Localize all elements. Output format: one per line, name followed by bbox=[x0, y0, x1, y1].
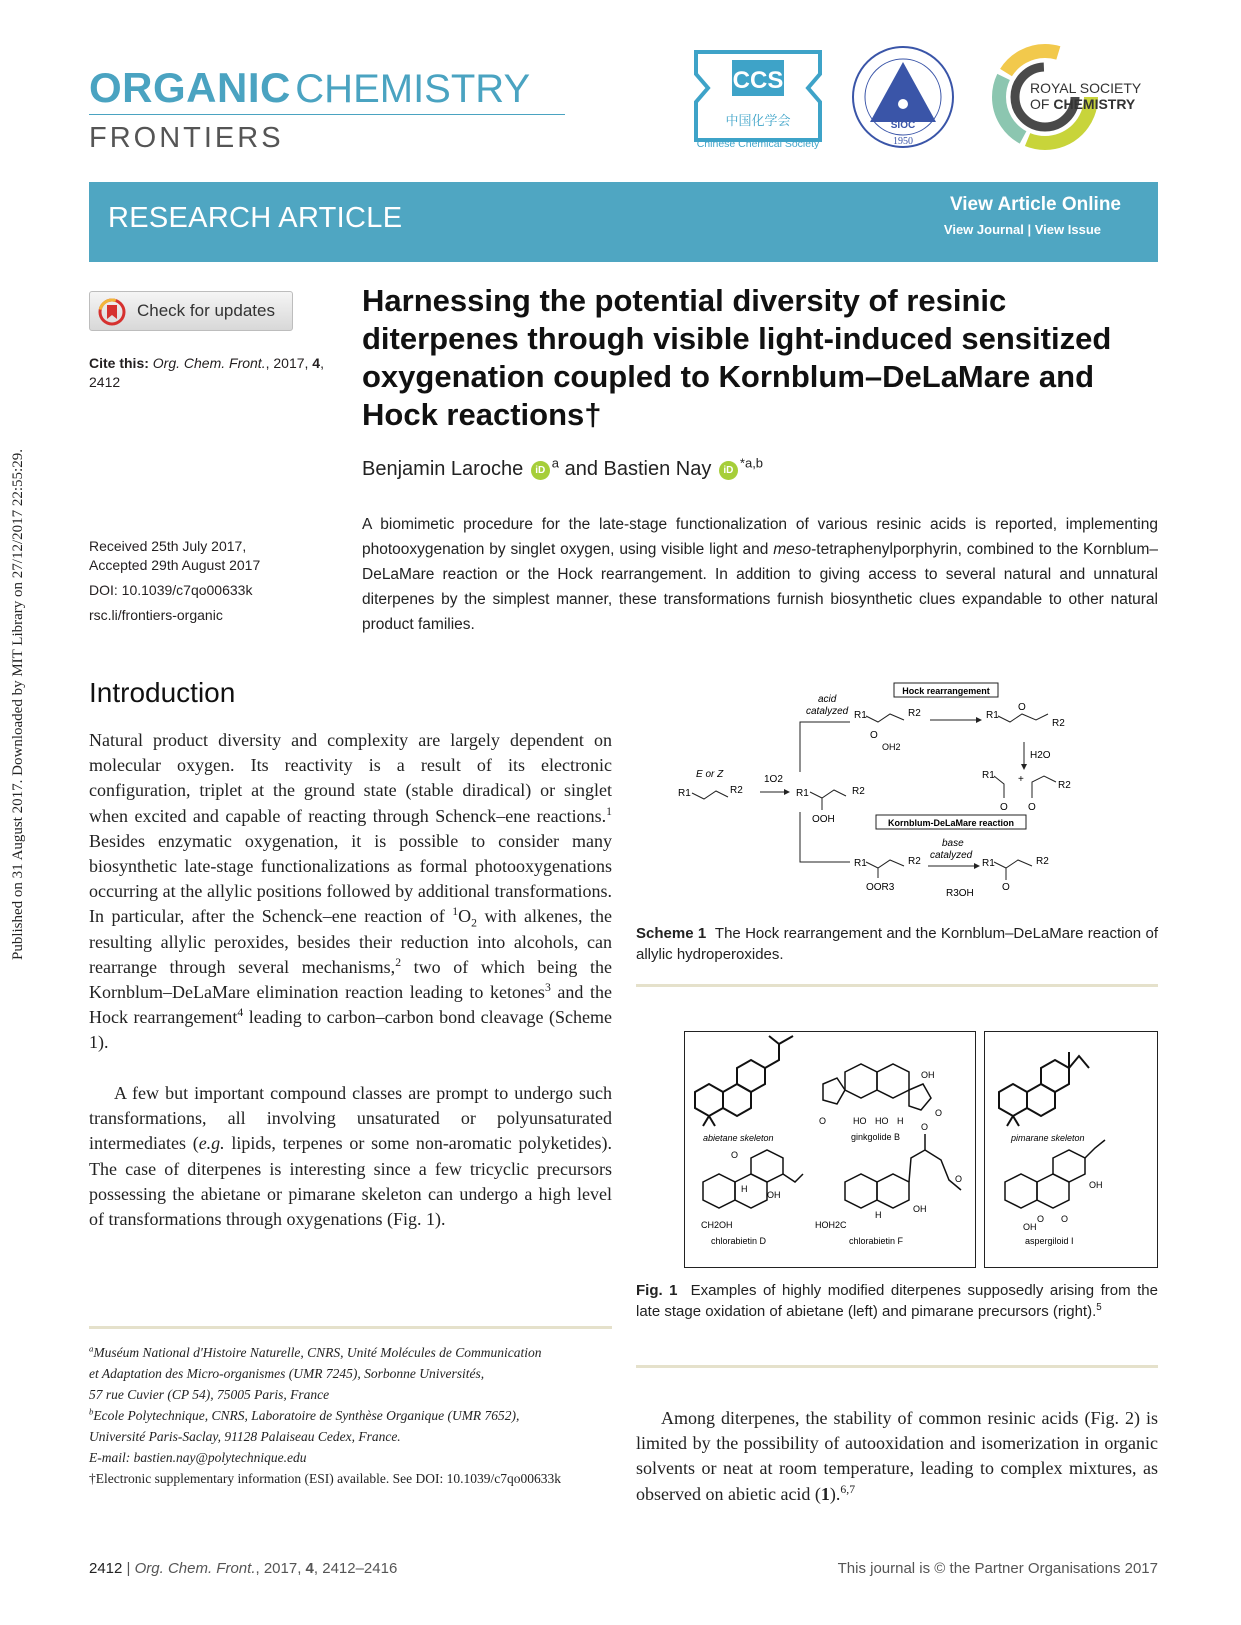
label-oh: OH bbox=[1023, 1222, 1037, 1232]
reference-link[interactable]: 2 bbox=[395, 955, 402, 969]
reference-link[interactable]: 5 bbox=[1096, 1302, 1102, 1313]
affiliation-a-line3 bbox=[89, 1384, 612, 1405]
footer-journal: Org. Chem. Front. bbox=[134, 1560, 256, 1577]
orcid-icon[interactable]: iD bbox=[719, 461, 738, 480]
accepted-date: Accepted 29th August 2017 bbox=[89, 557, 261, 573]
paragraph-text: and the Hock rearrangement bbox=[89, 982, 613, 1028]
scheme-text-r1: R1 bbox=[986, 710, 999, 721]
fig-1-abietane-graphic bbox=[685, 1032, 975, 1267]
scheme-text-r2: R2 bbox=[908, 856, 921, 867]
journal-name-organic: ORGANIC bbox=[89, 64, 291, 111]
fig-1-caption bbox=[636, 1280, 1158, 1322]
page-number: 2412 bbox=[89, 1560, 123, 1577]
body-paragraph-among bbox=[636, 1406, 1158, 1507]
footnote-line: 57 rue Cuvier (CP 54), 75005 Paris, France bbox=[89, 1387, 330, 1402]
caption-label: Scheme 1 bbox=[636, 925, 707, 942]
label-chlorabietin-d: chlorabietin D bbox=[711, 1236, 767, 1246]
section-heading-introduction: Introduction bbox=[89, 677, 236, 708]
label-ho: HO bbox=[875, 1116, 889, 1126]
paragraph-text: Natural product diversity and complexity are largely dependent on molecular oxygen. Its reactivity is a result of its electronic configuration, triplet at the ground state (stable diradical) or singlet when excited and capable of reacting through Schenck–ene reactions. bbox=[89, 730, 612, 826]
page-footer-right: This journal is © the Partner Organisations 2017 bbox=[837, 1560, 1158, 1577]
affiliation-b-line2 bbox=[89, 1426, 612, 1447]
paragraph-text: with alkenes, the resulting allylic peroxides, besides their reduction into alcohols, can rearrange through several mechanisms, bbox=[89, 906, 613, 977]
cite-journal: Org. Chem. Front. bbox=[152, 355, 266, 371]
article-doi[interactable]: DOI: 10.1039/c7qo00633k bbox=[89, 582, 253, 598]
scheme-text-catalyzed: catalyzed bbox=[930, 850, 973, 861]
author-laroche[interactable]: Benjamin Laroche bbox=[362, 458, 524, 480]
scheme-text-r1: R1 bbox=[982, 858, 995, 869]
reference-link[interactable]: 4 bbox=[237, 1006, 244, 1020]
scheme-text-ooh: OOH bbox=[812, 814, 835, 825]
label-abietane: abietane skeleton bbox=[703, 1133, 774, 1143]
journal-name-chemistry: CHEMISTRY bbox=[295, 67, 531, 111]
o2-symbol: O bbox=[458, 906, 472, 927]
paragraph-text: leading to carbon–carbon bond cleavage (Scheme 1). bbox=[89, 1007, 612, 1053]
article-title: Harnessing the potential diversity of resinic diterpenes through visible light-induced sensitized oxygenation coupled to Kornblum–DeLaMare and Hock reactions† bbox=[362, 283, 1112, 432]
view-issue-link[interactable]: View Issue bbox=[1034, 222, 1101, 237]
scheme-text-h2o: H2O bbox=[1030, 750, 1051, 761]
footnote-line: Muséum National d'Histoire Naturelle, CNRS, Unité Molécules de Communication bbox=[93, 1345, 542, 1360]
scheme-text-r2: R2 bbox=[908, 708, 921, 719]
intro-paragraph-1 bbox=[89, 728, 612, 1056]
label-o: O bbox=[1037, 1214, 1045, 1224]
label-oh: OH bbox=[921, 1070, 935, 1080]
scheme-text-r1: R1 bbox=[678, 788, 691, 799]
scheme-text-r2: R2 bbox=[1036, 856, 1049, 867]
footnote-line: Ecole Polytechnique, CNRS, Laboratoire de Synthèse Organique (UMR 7652), bbox=[93, 1408, 520, 1423]
affiliation-b bbox=[89, 1405, 612, 1426]
o2-subscript: 2 bbox=[471, 917, 477, 931]
cite-year: , 2017, bbox=[265, 355, 313, 371]
caption-text: Examples of highly modified diterpenes supposedly arising from the late stage oxidation of abietane (left) and pimarane precursors (right). bbox=[636, 1282, 1158, 1320]
paragraph-text: A few but important compound classes are prompt to undergo such transformations, all involving unsaturated or polyunsaturated intermediates ( bbox=[89, 1083, 612, 1154]
paragraph-text: lipids, terpenes or some non-aromatic polyketides). The case of diterpenes is interesting since a few tricyclic precursors possessing the abietane or pimarane skeleton can undergo a high level of transformations through oxygenations (Fig. 1). bbox=[89, 1133, 612, 1230]
footnotes bbox=[89, 1342, 612, 1489]
reference-link[interactable]: 3 bbox=[544, 981, 551, 995]
paragraph-italic: e.g. bbox=[198, 1133, 225, 1154]
download-stamp-text: Published on 31 August 2017. Downloaded by MIT Library on 27/12/2017 22:55:29. bbox=[10, 449, 26, 960]
reference-link[interactable]: 6,7 bbox=[840, 1482, 856, 1496]
scheme-text-o: O bbox=[1018, 702, 1026, 713]
scheme-rule bbox=[636, 984, 1158, 987]
check-for-updates-button[interactable] bbox=[89, 291, 293, 331]
scheme-text-r1: R1 bbox=[796, 788, 809, 799]
view-journal-link[interactable]: View Journal bbox=[943, 222, 1024, 237]
scheme-text-r2: R2 bbox=[852, 786, 865, 797]
label-oh: OH bbox=[913, 1204, 927, 1214]
paragraph-text: Besides enzymatic oxygenation, it is possible to consider many biosynthetic late-stage functionalizations as formal photooxygenations occurring at the allylic positions followed by additional transformations. In particular, after the Schenck–ene reaction of bbox=[89, 830, 612, 927]
corresponding-email bbox=[89, 1447, 612, 1468]
received-date: Received 25th July 2017, bbox=[89, 538, 247, 554]
label-ch2oh: CH2OH bbox=[701, 1220, 733, 1230]
masthead-rule bbox=[89, 114, 565, 115]
scheme-text-o: O bbox=[1028, 802, 1036, 813]
scheme-text-r2: R2 bbox=[1052, 718, 1065, 729]
author-nay[interactable]: and Bastien Nay bbox=[564, 458, 712, 480]
journal-name-frontiers: FRONTIERS bbox=[89, 122, 284, 154]
affiliation-a-line2 bbox=[89, 1363, 612, 1384]
caption-text: The Hock rearrangement and the Kornblum–DeLaMare reaction of allylic hydroperoxides. bbox=[636, 925, 1158, 963]
label-h: H bbox=[741, 1184, 748, 1194]
scheme-text-r1: R1 bbox=[982, 770, 995, 781]
scheme-text-oh2: OH2 bbox=[882, 742, 901, 752]
abstract-text: A biomimetic procedure for the late-stage functionalization of various resinic acids is reported, implementing photooxygenation by singlet oxygen, using visible light and bbox=[362, 516, 1158, 558]
scheme-text-r2: R2 bbox=[1058, 780, 1071, 791]
label-h: H bbox=[875, 1210, 882, 1220]
scheme-text-r2: R2 bbox=[730, 785, 743, 796]
rsc-chemistry: CHEMISTRY bbox=[1053, 96, 1136, 112]
label-oh: OH bbox=[1089, 1180, 1103, 1190]
svg-text:CCS: CCS bbox=[732, 67, 784, 94]
compound-number: 1 bbox=[820, 1483, 830, 1504]
email-link[interactable]: E-mail: bastien.nay@polytechnique.edu bbox=[89, 1450, 307, 1465]
footer-separator: | bbox=[126, 1560, 131, 1577]
view-article-online-link[interactable]: View Article Online bbox=[949, 194, 1121, 215]
scheme-text-base: base bbox=[942, 838, 964, 849]
scheme-text-1o2: 1O2 bbox=[764, 774, 783, 785]
scheme-text-r1: R1 bbox=[854, 858, 867, 869]
author-list bbox=[362, 455, 764, 481]
footnote-rule bbox=[89, 1326, 612, 1329]
scheme-1 bbox=[660, 676, 1160, 916]
sioc-logo bbox=[850, 44, 956, 150]
footer-pages: , 2412–2416 bbox=[313, 1560, 398, 1577]
scheme-text-o: O bbox=[870, 730, 878, 741]
fig-1-abietane-panel bbox=[684, 1031, 976, 1268]
page-footer-left bbox=[89, 1560, 397, 1577]
scheme-text-r3oh: R3OH bbox=[946, 888, 974, 899]
fig-1-pimarane-graphic bbox=[985, 1032, 1157, 1267]
affiliation-mark: a bbox=[551, 455, 560, 471]
label-ho: HO bbox=[853, 1116, 867, 1126]
label-oh: OH bbox=[767, 1190, 781, 1200]
caption-label: Fig. 1 bbox=[636, 1282, 678, 1299]
affiliation-mark: *a,b bbox=[739, 455, 764, 471]
abstract-italic: meso bbox=[773, 541, 812, 558]
scheme-text-acid: acid bbox=[818, 694, 837, 705]
reference-link[interactable]: 1 bbox=[606, 804, 612, 818]
cite-label: Cite this: bbox=[89, 355, 149, 371]
label-o: O bbox=[819, 1116, 827, 1126]
article-banner bbox=[89, 182, 1158, 262]
journal-url[interactable]: rsc.li/frontiers-organic bbox=[89, 607, 223, 623]
article-dates bbox=[89, 537, 349, 625]
label-aspergiloid: aspergiloid I bbox=[1025, 1236, 1074, 1246]
check-updates-icon bbox=[98, 298, 126, 326]
footnote-mark: a bbox=[89, 1343, 94, 1354]
rsc-name-line2 bbox=[1030, 96, 1135, 112]
fig-1-pimarane-panel bbox=[984, 1031, 1158, 1268]
scheme-kdm-label: Kornblum-DeLaMare reaction bbox=[887, 818, 1015, 828]
scheme-text-r1: R1 bbox=[854, 710, 867, 721]
figure-rule bbox=[636, 1365, 1158, 1368]
label-chlorabietin-f: chlorabietin F bbox=[849, 1236, 904, 1246]
ccs-logo bbox=[688, 44, 828, 154]
section-label: RESEARCH ARTICLE bbox=[108, 202, 403, 234]
paragraph-text: two of which being the Kornblum–DeLaMare elimination reaction leading to ketones bbox=[89, 956, 612, 1003]
footnote-mark: b bbox=[89, 1406, 94, 1417]
footer-year: , 2017, bbox=[255, 1560, 306, 1577]
abstract bbox=[362, 512, 1158, 637]
sioc-abbreviation: SIOC bbox=[890, 120, 916, 131]
cite-volume: 4 bbox=[312, 355, 321, 371]
footer-volume: 4 bbox=[305, 1560, 314, 1577]
journal-masthead bbox=[89, 64, 530, 112]
affiliation-a bbox=[89, 1342, 612, 1363]
scheme-text-eorz: E or Z bbox=[696, 769, 724, 780]
ccs-english-name: Chinese Chemical Society bbox=[696, 138, 820, 150]
esi-note: †Electronic supplementary information (ESI) available. See DOI: 10.1039/c7qo00633k bbox=[89, 1471, 561, 1486]
label-o: O bbox=[731, 1150, 739, 1160]
cite-page: , 2412 bbox=[89, 355, 324, 390]
scheme-text-oor3: OOR3 bbox=[866, 882, 895, 893]
label-ginkgolide: ginkgolide B bbox=[851, 1132, 901, 1142]
scheme-text-catalyzed: catalyzed bbox=[806, 706, 849, 717]
footnote-line: Université Paris-Saclay, 91128 Palaiseau Cedex, France. bbox=[89, 1429, 401, 1444]
abstract-text: -tetraphenylporphyrin, combined to the Kornblum–DeLaMare reaction or the Hock rearrangement. In addition to giving access to several natural and unnatural diterpenes by the simplest manner, these transformations furnish biosynthetic clues expandable to other natural product families. bbox=[362, 541, 1159, 633]
label-o: O bbox=[921, 1122, 929, 1132]
label-pimarane: pimarane skeleton bbox=[1011, 1133, 1085, 1143]
rsc-name-line1: ROYAL SOCIETY bbox=[1030, 80, 1142, 96]
view-links bbox=[944, 222, 1101, 237]
label-hoh2c: HOH2C bbox=[815, 1220, 847, 1230]
rsc-of: OF bbox=[1030, 96, 1054, 112]
label-h: H bbox=[897, 1116, 904, 1126]
paragraph-text: Among diterpenes, the stability of common resinic acids (Fig. 2) is limited by the possibility of autooxidation and isomerization in organic solvents or neat at room temperature, leading to complex mixtures, as observed on abietic acid ( bbox=[636, 1408, 1158, 1504]
scheme-1-caption bbox=[636, 923, 1158, 965]
intro-paragraph-2 bbox=[89, 1081, 612, 1232]
citation bbox=[89, 354, 344, 392]
footnote-line: et Adaptation des Micro-organismes (UMR 7245), Sorbonne Universités, bbox=[89, 1366, 485, 1381]
view-links-separator: | bbox=[1027, 222, 1032, 237]
scheme-text-plus: + bbox=[1018, 774, 1024, 785]
sioc-year: 1950 bbox=[893, 136, 913, 147]
label-o: O bbox=[955, 1174, 963, 1184]
sioc-logo-graphic bbox=[850, 44, 956, 150]
scheme-1-graphic bbox=[660, 676, 1160, 916]
scheme-text-o: O bbox=[1002, 882, 1010, 893]
label-o: O bbox=[1061, 1214, 1069, 1224]
label-o: O bbox=[935, 1108, 943, 1118]
o2-superscript: 1 bbox=[452, 905, 459, 919]
paragraph-text: ). bbox=[829, 1483, 841, 1504]
check-for-updates-label: Check for updates bbox=[137, 301, 275, 320]
orcid-icon[interactable]: iD bbox=[531, 461, 550, 480]
scheme-text-o: O bbox=[1000, 802, 1008, 813]
scheme-hock-label: Hock rearrangement bbox=[902, 686, 990, 696]
rsc-logo bbox=[990, 42, 1150, 152]
ccs-chinese-name: 中国化学会 bbox=[725, 113, 791, 128]
